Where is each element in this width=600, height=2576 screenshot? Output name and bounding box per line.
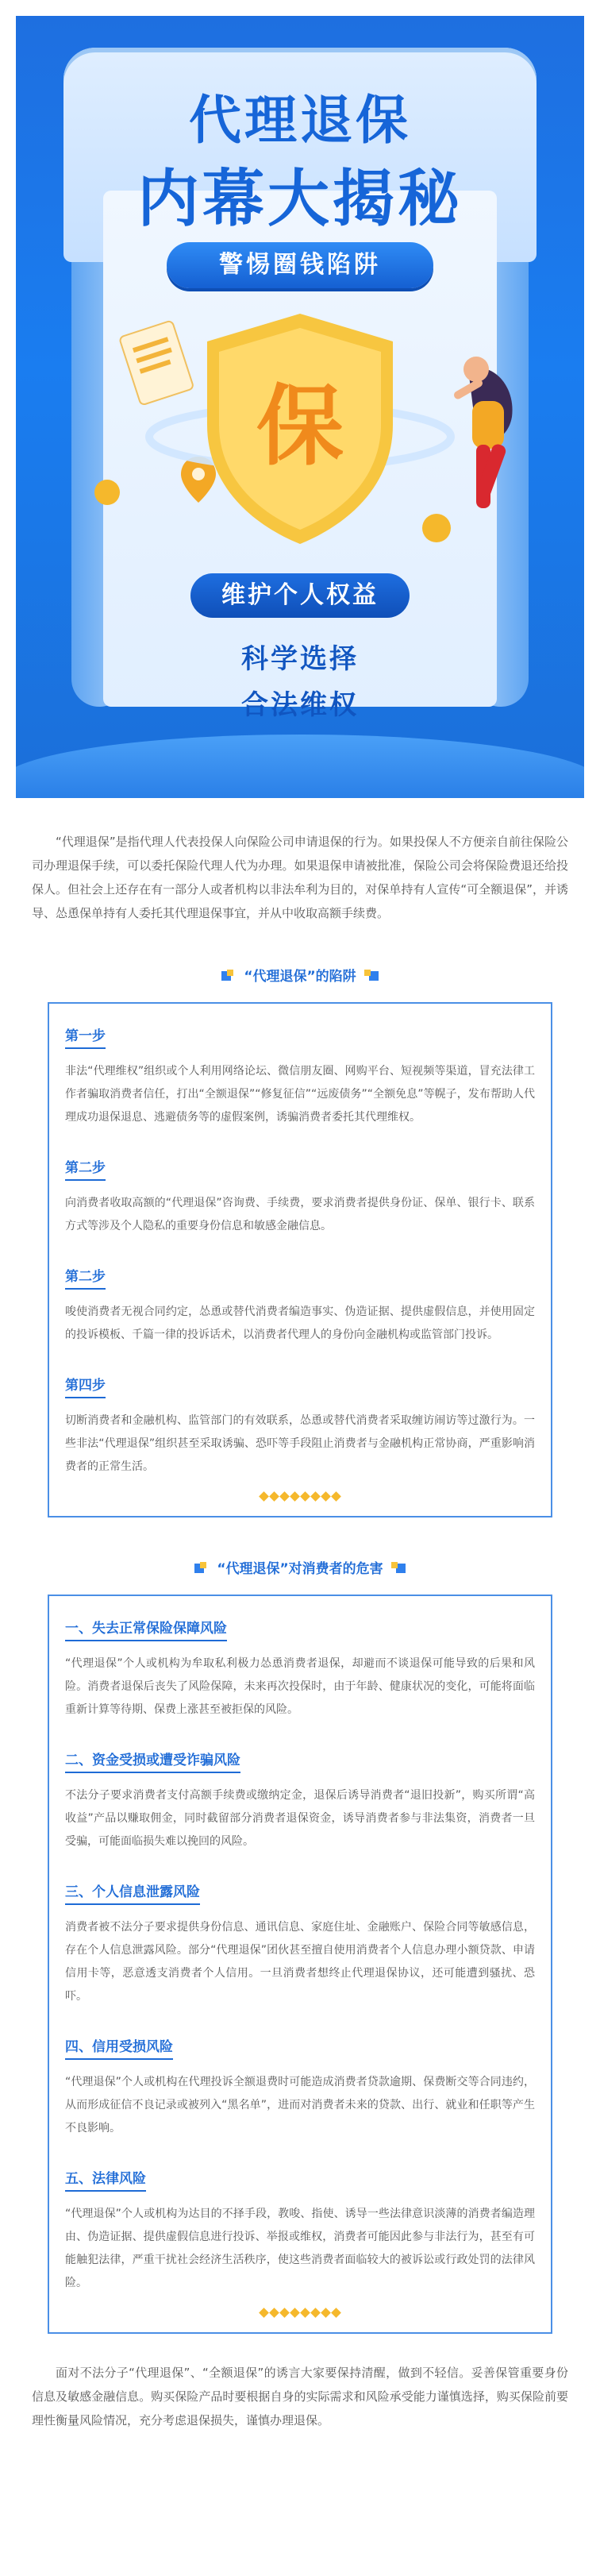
risk-text: 不法分子要求消费者支付高额手续费或缴纳定金，退保后诱导消费者“退旧投新”，购买所谓“高收益”产品以赚取佣金，同时截留部分消费者退保资金，诱导消费者参与非法集资，消费者一旦受骗，可能面临损失难以挽回的风险。 [65,1789,535,1848]
diamond-divider [65,2309,535,2316]
hero-banner-image [16,16,584,798]
risk-title: 三、个人信息泄露风险 [65,1880,200,1905]
step-text: 向消费者收取高额的“代理退保”咨询费、手续费，要求消费者提供身份证、保单、银行卡、联系方式等涉及个人隐私的重要身份信息和敏感金融信息。 [65,1197,535,1232]
section-title: “代理退保”对消费者的危害 [217,1561,383,1577]
traps-box [48,1002,552,1517]
harms-box [48,1595,552,2334]
step-text: 切断消费者和金融机构、监管部门的有效联系，怂恿或替代消费者采取缠访闹访等过激行为。一些非法“代理退保”组织甚至采取诱骗、恐吓等手段阻止消费者与金融机构正常协商，严重影响消费者的正常生活。 [65,1414,535,1473]
coin-icon [422,514,451,542]
person-illustration [452,357,512,508]
coin-icon [94,480,120,505]
section-title: “代理退保”的陷阱 [244,969,356,985]
step-title: 第一步 [65,1024,106,1049]
diamond-divider [65,1493,535,1500]
hero-title-line1: 代理退保 [189,90,411,151]
risk-title: 五、法律风险 [65,2167,146,2192]
risk-text: “代理退保”个人或机构在代理投诉全额退费时可能造成消费者贷款逾期、保费断交等合同违约，从而形成征信不良记录或被列入“黑名单”，进而对消费者未来的贷款、出行、就业和任职等产生不良影响。 [65,2076,535,2134]
step-title: 第四步 [65,1374,106,1398]
hero-slogan-line1: 科学选择 [241,643,359,675]
risk-text: “代理退保”个人或机构为达目的不择手段，教唆、指使、诱导一些法律意识淡薄的消费者编造理由、伪造证据、提供虚假信息进行投诉、举报或维权，消费者可能因此参与非法行为，甚至有可能触犯法律，严重干扰社会经济生活秩序，使这些消费者面临较大的被诉讼或行政处罚的法律风险。 [65,2208,535,2289]
step-title: 第二步 [65,1265,106,1290]
shield-icon [207,314,393,544]
hero-slogan-line2: 合法维权 [241,689,359,721]
hero-title-line2: 内幕大揭秘 [137,164,463,235]
document-icon [119,320,194,405]
risk-text: 消费者被不法分子要求提供身份信息、通讯信息、家庭住址、金融账户、保险合同等敏感信息，存在个人信息泄露风险。部分“代理退保”团伙甚至擅自使用消费者个人信息办理小额贷款、申请信用卡等，恶意透支消费者个人信用。一旦消费者想终止代理退保协议，还可能遭到骚扰、恐吓。 [65,1921,535,2003]
square-decoration-icon [391,1562,406,1573]
section-header [32,1557,568,1577]
risk-title: 四、信用受损风险 [65,2035,173,2060]
square-decoration-icon [221,970,236,981]
hero-wave-base [16,735,584,798]
square-decoration-icon [364,970,379,981]
shield-character: 保 [256,376,344,477]
risk-title: 二、资金受损或遭受诈骗风险 [65,1749,240,1773]
step-text: 非法“代理维权”组织或个人利用网络论坛、微信朋友圈、网购平台、短视频等渠道，冒充法律工作者骗取消费者信任，打出“全额退保”“修复征信”“远废债务”“全额免息”等幌子，发布帮助人代理成功退保退息、逃避债务等的虚假案例，诱骗消费者委托其代理维权。 [65,1065,535,1124]
outro-paragraph: 面对不法分子“代理退保”、“全额退保”的诱言大家要保持清醒，做到不轻信。妥善保管重要身份信息及敏感金融信息。购买保险产品时要根据自身的实际需求和风险承受能力谨慎选择，购买保险前要理性衡量风险情况，充分考虑退保损失，谨慎办理退保。 [32,2366,568,2428]
hero-warning-banner: 警惕圈钱陷阱 [167,242,433,288]
risk-text: “代理退保”个人或机构为牟取私利极力怂恿消费者退保，却避而不谈退保可能导致的后果和风险。消费者退保后丧失了风险保障，未来再次投保时，由于年龄、健康状况的变化，可能将面临重新计算等待期、保费上涨甚至被拒保的风险。 [65,1657,535,1716]
intro-paragraph: “代理退保”是指代理人代表投保人向保险公司申请退保的行为。如果投保人不方便亲自前往保险公司办理退保手续，可以委托保险代理人代为办理。如果退保申请被批准，保险公司会将保险费退还给投保人。但社会上还存在有一部分人或者机构以非法牟利为目的，对保单持有人宣传“可全额退保”，并诱导、怂恿保单持有人委托其代理退保事宜，并从中收取高额手续费。 [32,835,568,920]
square-decoration-icon [194,1562,209,1573]
step-title: 第二步 [65,1156,106,1181]
step-text: 唆使消费者无视合同约定，怂恿或替代消费者编造事实、伪造证据、提供虚假信息，并使用固定的投诉模板、千篇一律的投诉话术，以消费者代理人的身份向金融机构或监管部门投诉。 [65,1305,535,1341]
shield-illustration [16,290,584,576]
risk-title: 一、失去正常保险保障风险 [65,1617,227,1641]
hero-rights-banner: 维护个人权益 [190,573,410,618]
section-header [32,965,568,985]
